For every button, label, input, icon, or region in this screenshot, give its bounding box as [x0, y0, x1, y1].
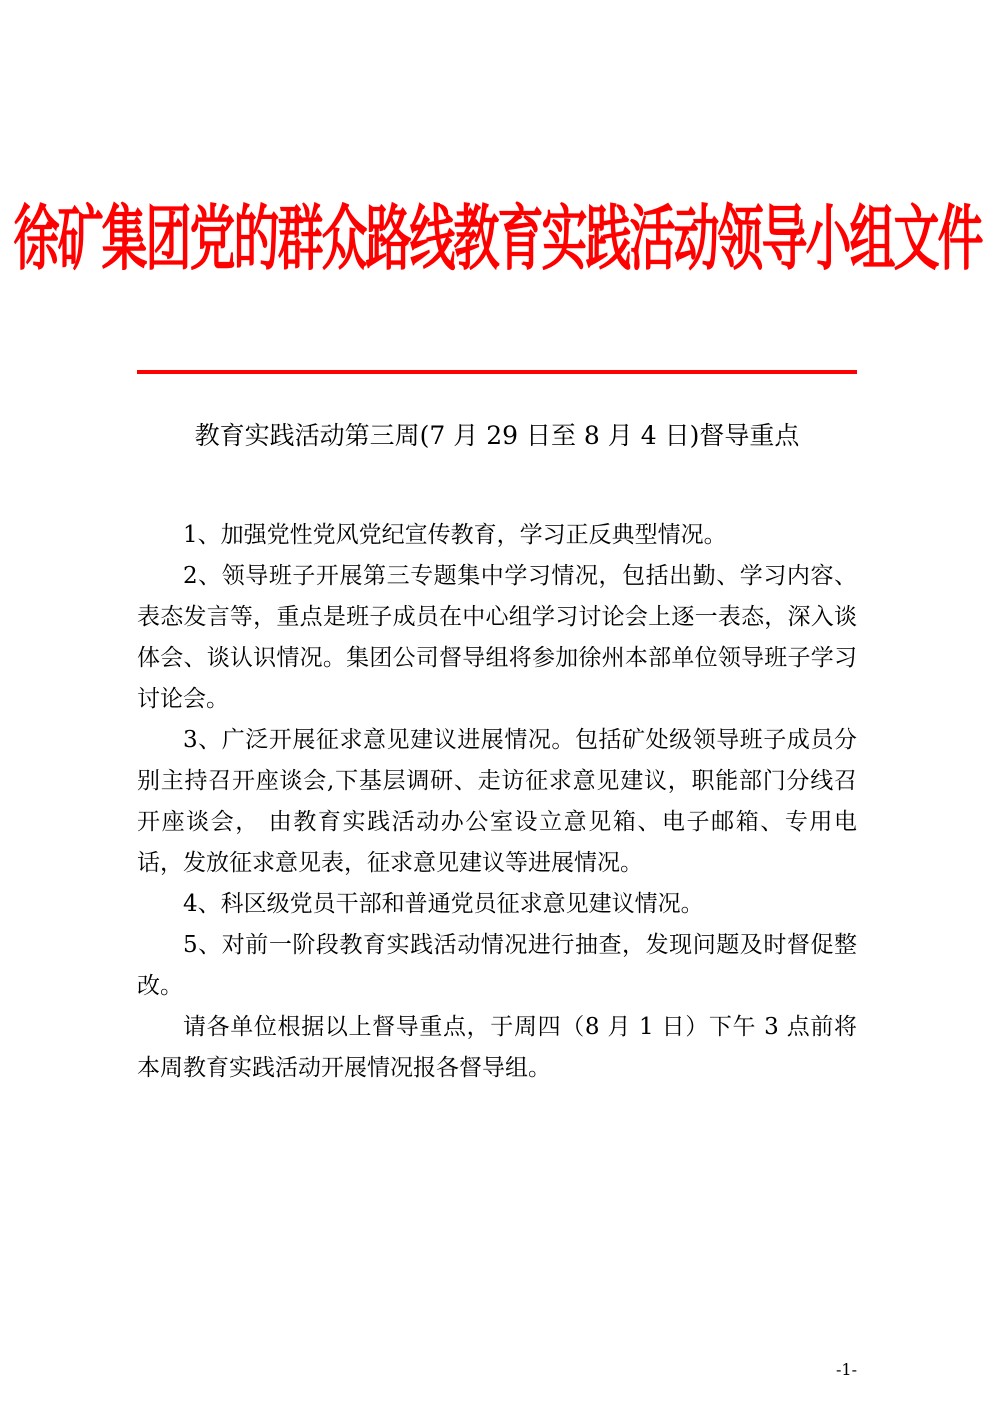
paragraph-4: 4、科区级党员干部和普通党员征求意见建议情况。 — [183, 891, 704, 917]
paragraph-3: 3、广泛开展征求意见建议进展情况。包括矿处级领导班子成员分别主持召开座谈会,下基层调研、走访征求意见建议，职能部门分线召开座谈会， 由教育实践活动办公室设立意见箱、电子邮箱、专用电话，发放征求意见表，征求意见建议等进展情况。 — [137, 727, 857, 876]
red-divider-line — [137, 370, 857, 374]
document-body — [137, 515, 857, 1089]
masthead-title: 徐矿集团党的群众路线教育实践活动领导小组文件 — [13, 196, 982, 280]
paragraph-5: 5、对前一阶段教育实践活动情况进行抽查，发现问题及时督促整改。 — [137, 932, 857, 999]
paragraph-1: 1、加强党性党风党纪宣传教育，学习正反典型情况。 — [183, 522, 727, 548]
document-masthead — [13, 178, 982, 298]
paragraph-2: 2、领导班子开展第三专题集中学习情况，包括出勤、学习内容、表态发言等，重点是班子成员在中心组学习讨论会上逐一表态，深入谈体会、谈认识情况。集团公司督导组将参加徐州本部单位领导班子学习讨论会。 — [137, 563, 857, 712]
page-number: -1- — [836, 1360, 857, 1379]
document-title: 教育实践活动第三周(7 月 29 日至 8 月 4 日)督导重点 — [194, 421, 800, 450]
paragraph-closing: 请各单位根据以上督导重点，于周四（8 月 1 日）下午 3 点前将本周教育实践活动开展情况报各督导组。 — [137, 1014, 857, 1081]
